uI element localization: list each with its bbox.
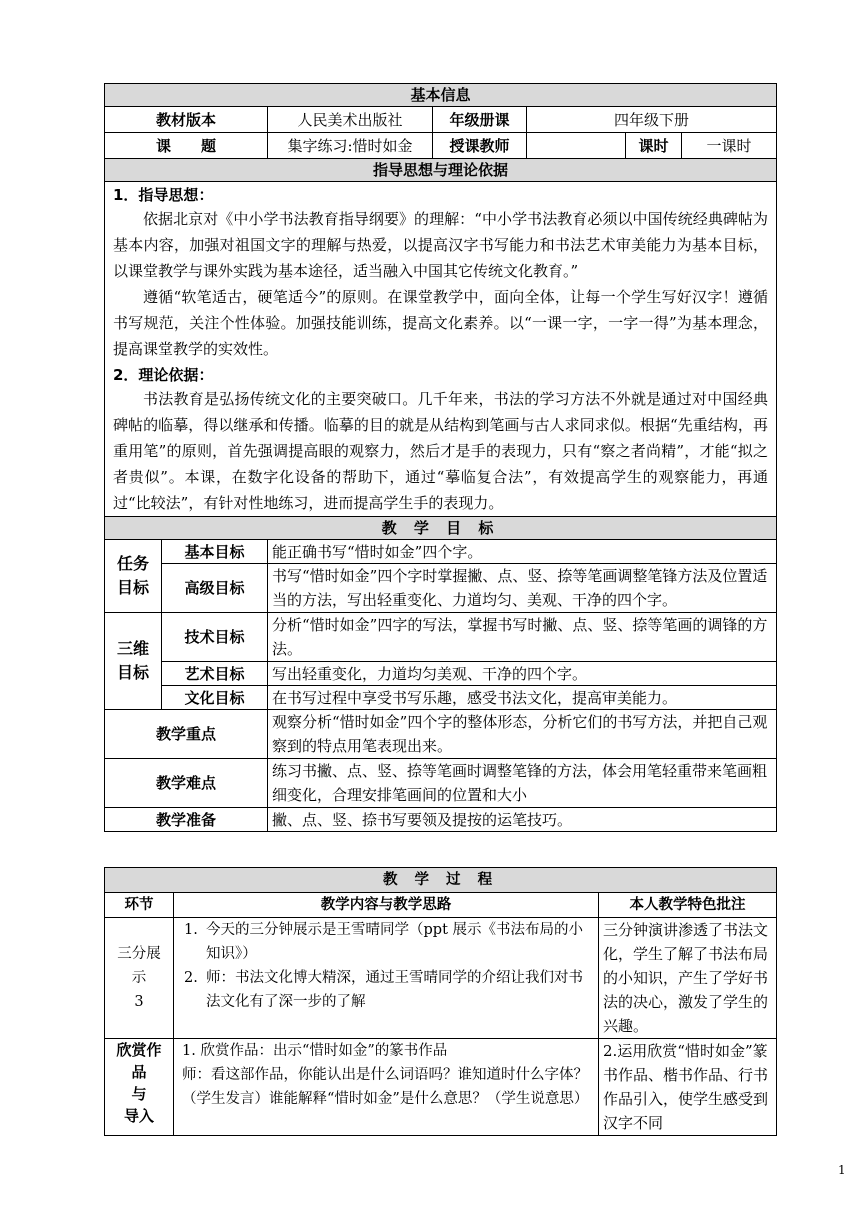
theory-section-title: 2．理论依据： bbox=[113, 366, 214, 384]
advanced-objective-value: 书写“惜时如金”四个字时掌握撇、点、竖、捺等笔画调整笔锋方法及位置适当的方法，写出轻重变化、力道均匀、美观、干净的四个字。 bbox=[268, 564, 777, 613]
stage-line: 品 bbox=[131, 1063, 147, 1081]
process-table bbox=[104, 867, 777, 1136]
topic-label: 课 题 bbox=[105, 133, 268, 159]
content-line: 1. 欣赏作品：出示“惜时如金”的篆书作品 bbox=[182, 1043, 448, 1059]
guidance-body bbox=[105, 182, 777, 517]
edition-label: 教材版本 bbox=[105, 107, 268, 133]
list-item bbox=[178, 966, 594, 1014]
list-item bbox=[178, 918, 594, 966]
edition-value: 人民美术出版社 bbox=[268, 107, 433, 133]
preparation-label: 教学准备 bbox=[105, 808, 268, 832]
content-line: 师：看这部作品，你能认出是什么词语吗？谁知道时什么字体？（学生发言）谁能解释“惜时如金”是什么意思？（学生说意思） bbox=[182, 1067, 589, 1107]
note-column-header: 本人教学特色批注 bbox=[599, 893, 777, 918]
note-cell: 三分钟演讲渗透了书法文化，学生了解了书法布局的小知识，产生了学好书法的决心，激发了学生的兴趣。 bbox=[599, 918, 777, 1039]
guidance-paragraph: 依据北京对《中小学书法教育指导纲要》的理解：“中小学书法教育必须以中国传统经典碑帖为基本内容，加强对祖国文字的理解与热爱，以提高汉字书写能力和书法艺术审美能力为基本目标，以课堂教学与课外实践为基本途径，适当融入中国其它传统文化教育。” bbox=[113, 210, 768, 280]
stage-line: 3 bbox=[134, 994, 144, 1010]
list-text: 师：书法文化博大精深，通过王雪晴同学的介绍让我们对书法文化有了深一步的了解 bbox=[206, 970, 583, 1010]
stage-line: 与 bbox=[131, 1085, 147, 1103]
lesson-plan-table bbox=[104, 83, 777, 832]
guidance-section-title: 1．指导思想： bbox=[113, 186, 214, 204]
three-dim-objectives-label: 三维 目标 bbox=[105, 613, 162, 710]
period-value: 一课时 bbox=[682, 133, 777, 159]
grade-label: 年级册课 bbox=[433, 107, 527, 133]
teacher-label: 授课教师 bbox=[433, 133, 527, 159]
objectives-header: 教 学 目 标 bbox=[105, 517, 777, 540]
guidance-paragraph: 遵循“软笔适古，硬笔适今”的原则。在课堂教学中，面向全体，让每一个学生写好汉字！遵循书写规范，关注个性体验。加强技能训练，提高文化素养。以“一课一字，一字一得”为基本理念，提高课堂教学的实效性。 bbox=[113, 288, 768, 358]
tech-objective-value: 分析“惜时如金”四字的写法，掌握书写时撇、点、竖、捺等笔画的调锋的方法。 bbox=[268, 613, 777, 662]
stage-line: 导入 bbox=[123, 1107, 154, 1125]
list-number: 1. bbox=[184, 922, 198, 938]
stage-line: 欣赏作 bbox=[116, 1041, 162, 1059]
art-objective-label: 艺术目标 bbox=[162, 662, 268, 686]
theory-paragraph: 书法教育是弘扬传统文化的主要突破口。几千年来，书法的学习方法不外就是通过对中国经典碑帖的临摹，得以继承和传播。临摹的目的就是从结构到笔画与古人求同求似。根据“先重结构，再重用笔”的原则，首先强调提高眼的观察力，然后才是手的表现力，只有“察之者尚精”，才能“拟之者贵似”。本课，在数字化设备的帮助下，通过“摹临复合法”，有效提高学生的观察能力，再通过“比较法”，有针对性地练习，进而提高学生手的表现力。 bbox=[113, 390, 768, 512]
advanced-objective-label: 高级目标 bbox=[162, 564, 268, 613]
grade-value: 四年级下册 bbox=[527, 107, 777, 133]
guidance-header: 指导思想与理论依据 bbox=[105, 159, 777, 182]
stage-column-header: 环节 bbox=[105, 893, 174, 918]
content-list bbox=[178, 918, 594, 1014]
stage-line: 示 bbox=[131, 970, 147, 986]
difficulty-label: 教学难点 bbox=[105, 759, 268, 808]
content-cell bbox=[174, 1039, 599, 1136]
stage-line: 三分展 bbox=[117, 946, 161, 962]
list-number: 2. bbox=[184, 970, 198, 986]
process-header: 教 学 过 程 bbox=[105, 868, 777, 893]
basic-info-header: 基本信息 bbox=[105, 84, 777, 107]
topic-value: 集字练习:惜时如金 bbox=[268, 133, 433, 159]
basic-objective-label: 基本目标 bbox=[162, 540, 268, 564]
period-label: 课时 bbox=[626, 133, 682, 159]
note-cell: 2.运用欣赏“惜时如金”篆书作品、楷书作品、行书作品引入，使学生感受到汉字不同 bbox=[599, 1039, 777, 1136]
basic-objective-value: 能正确书写“惜时如金”四个字。 bbox=[268, 540, 777, 564]
tech-objective-label: 技术目标 bbox=[162, 613, 268, 662]
page-number: 1 bbox=[838, 1163, 846, 1177]
teacher-value bbox=[527, 133, 626, 159]
key-point-label: 教学重点 bbox=[105, 710, 268, 759]
culture-objective-value: 在书写过程中享受书写乐趣，感受书法文化，提高审美能力。 bbox=[268, 686, 777, 710]
preparation-value: 撇、点、竖、捺书写要领及提按的运笔技巧。 bbox=[268, 808, 777, 832]
difficulty-value: 练习书撇、点、竖、捺等笔画时调整笔锋的方法，体会用笔轻重带来笔画粗细变化，合理安排笔画间的位置和大小 bbox=[268, 759, 777, 808]
content-cell bbox=[174, 918, 599, 1039]
stage-cell bbox=[105, 918, 174, 1039]
culture-objective-label: 文化目标 bbox=[162, 686, 268, 710]
content-column-header: 教学内容与教学思路 bbox=[174, 893, 599, 918]
list-text: 今天的三分钟展示是王雪晴同学（ppt 展示《书法布局的小知识》） bbox=[206, 922, 583, 962]
task-objectives-label: 任务 目标 bbox=[105, 540, 162, 613]
stage-cell bbox=[105, 1039, 174, 1136]
art-objective-value: 写出轻重变化，力道均匀美观、干净的四个字。 bbox=[268, 662, 777, 686]
key-point-value: 观察分析“惜时如金”四个字的整体形态，分析它们的书写方法，并把自己观察到的特点用笔表现出来。 bbox=[268, 710, 777, 759]
